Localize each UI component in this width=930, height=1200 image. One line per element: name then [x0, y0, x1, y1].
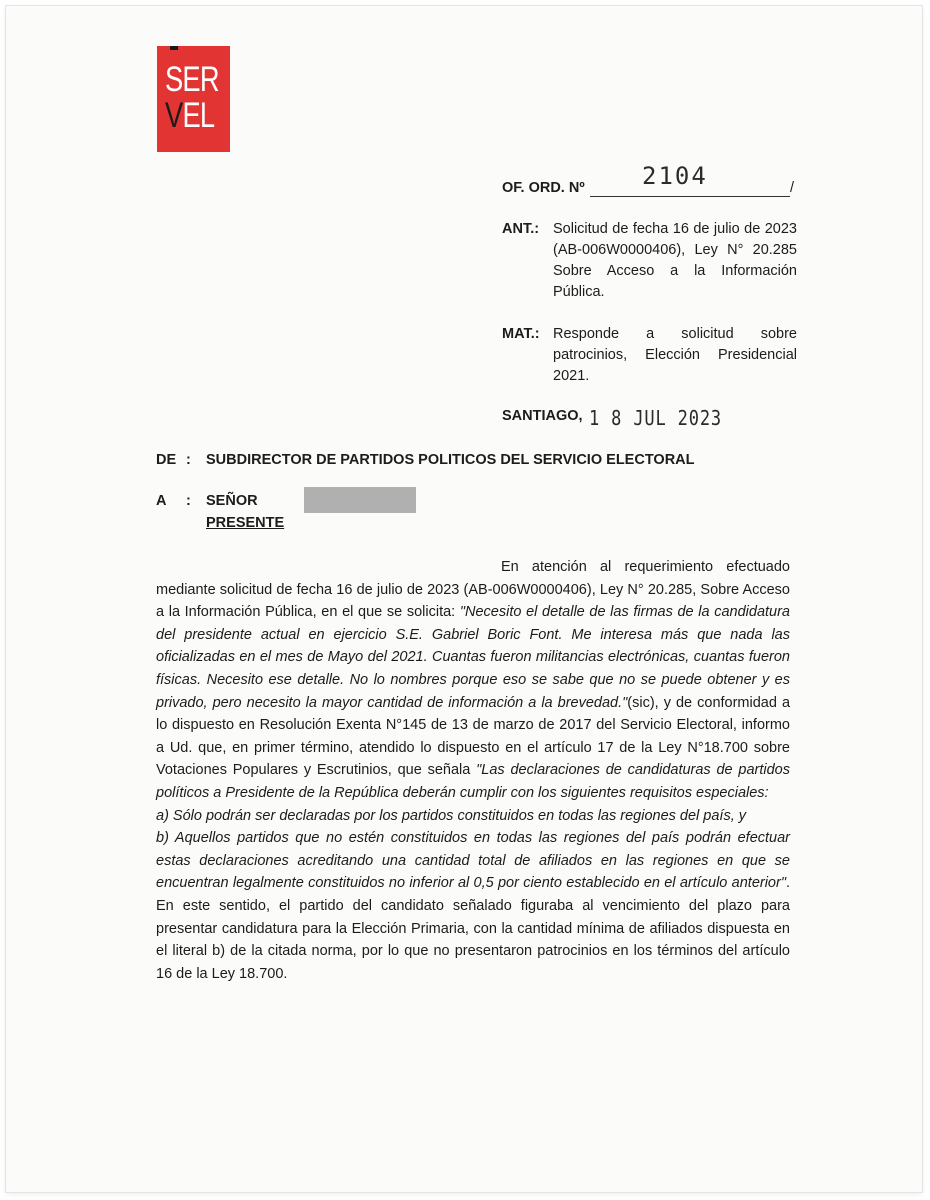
a-label: A — [156, 493, 167, 509]
official-number — [502, 162, 802, 200]
letter-body — [156, 556, 790, 985]
ant-label: ANT.: — [502, 221, 540, 237]
ant-text: Solicitud de fecha 16 de julio de 2023 (AB-006W0000406), Ley N° 20.285 Sobre Acceso a la Información Pública. — [553, 221, 797, 300]
date-stamp: 1 8 JUL 2023 — [589, 406, 723, 430]
logo-line-1: SER — [165, 60, 219, 99]
de-value: SUBDIRECTOR DE PARTIDOS POLITICOS DEL SERVICIO ELECTORAL — [206, 452, 695, 468]
mat-label: MAT.: — [502, 326, 540, 342]
ord-slash: / — [790, 180, 795, 196]
recipient-title: SEÑOR — [206, 493, 258, 509]
to-line — [156, 493, 416, 533]
a-separator: : — [186, 493, 191, 509]
quote-law-intro: "Las declaraciones de candidaturas de partidos políticos a Presidente de la República deberán cumplir con los siguientes requisitos especiales: — [156, 762, 790, 801]
logo-accent-bar — [170, 46, 178, 50]
quote-item-b — [156, 827, 790, 985]
body-conclusion: . En este sentido, el partido del candidato señalado figuraba al vencimiento del plazo para presentar candidatura para la Elección Primaria, con la cantidad mínima de afiliados dispuesta en el literal b) de la citada norma, por lo que no presentaron patrocinios en los términos del artículo 16 de la Ley 18.700. — [156, 875, 790, 982]
logo-line-2-rest: EL — [182, 96, 215, 135]
from-line — [156, 452, 695, 468]
ord-label: OF. ORD. Nº — [502, 180, 585, 196]
de-label: DE — [156, 452, 177, 468]
servel-logo — [157, 46, 230, 152]
presente-label: PRESENTE — [206, 515, 285, 531]
ord-number: 2104 — [642, 162, 708, 190]
logo-line-2 — [165, 98, 214, 133]
body-mid: (sic), y de conformidad a lo dispuesto en Resolución Exenta N°145 de 13 de marzo de 2017 del Servicio Electoral, informo a Ud. que, en primer término, atendido lo dispuesto en el artículo 17 de la Ley N°18.700 sobre Votaciones Populares y Escrutinios, que señala — [156, 694, 791, 779]
logo-v-letter: V — [165, 96, 183, 135]
body-intro: En atención al requerimiento efectuado mediante solicitud de fecha 16 de julio de 2023 (AB-006W0000406), Ley N° 20.285, Sobre Acceso a la Información Pública, en el que se solicita: — [156, 559, 790, 621]
quote-request: "Necesito el detalle de las firmas de la candidatura del presidente actual en ejercicio S.E. Gabriel Boric Font. Me interesa más que nada las oficializadas en el mes de Mayo del 2021. Cuantas fueron militancias electrónicas, cuantas fueron físicas. Necesito ese detalle. No lo nombres porque eso se sabe que no se puede obtener y es privado, pero necesito la mayor cantidad de información a la brevedad." — [156, 604, 790, 711]
body-paragraph — [156, 556, 790, 805]
quote-item-a-text: a) Sólo podrán ser declaradas por los partidos constituidos en todas las regiones del país, y — [156, 807, 747, 824]
ord-underline — [590, 196, 790, 197]
redaction-box — [304, 487, 416, 513]
place-label: SANTIAGO, — [502, 408, 583, 424]
quote-item-b-text: b) Aquellos partidos que no estén constituidos en todas las regiones del país podrán efectuar estas declaraciones acreditando una cantidad total de afiliados en las regiones en que se encuentran legalmente constituidos no inferior al 0,5 por ciento establecido en el artículo anterior" — [156, 830, 790, 892]
de-separator: : — [186, 452, 191, 468]
a-value — [206, 493, 258, 509]
quote-item-a — [156, 805, 790, 828]
document-page — [6, 6, 922, 1192]
mat-text: Responde a solicitud sobre patrocinios, Elección Presidencial 2021. — [553, 326, 797, 384]
